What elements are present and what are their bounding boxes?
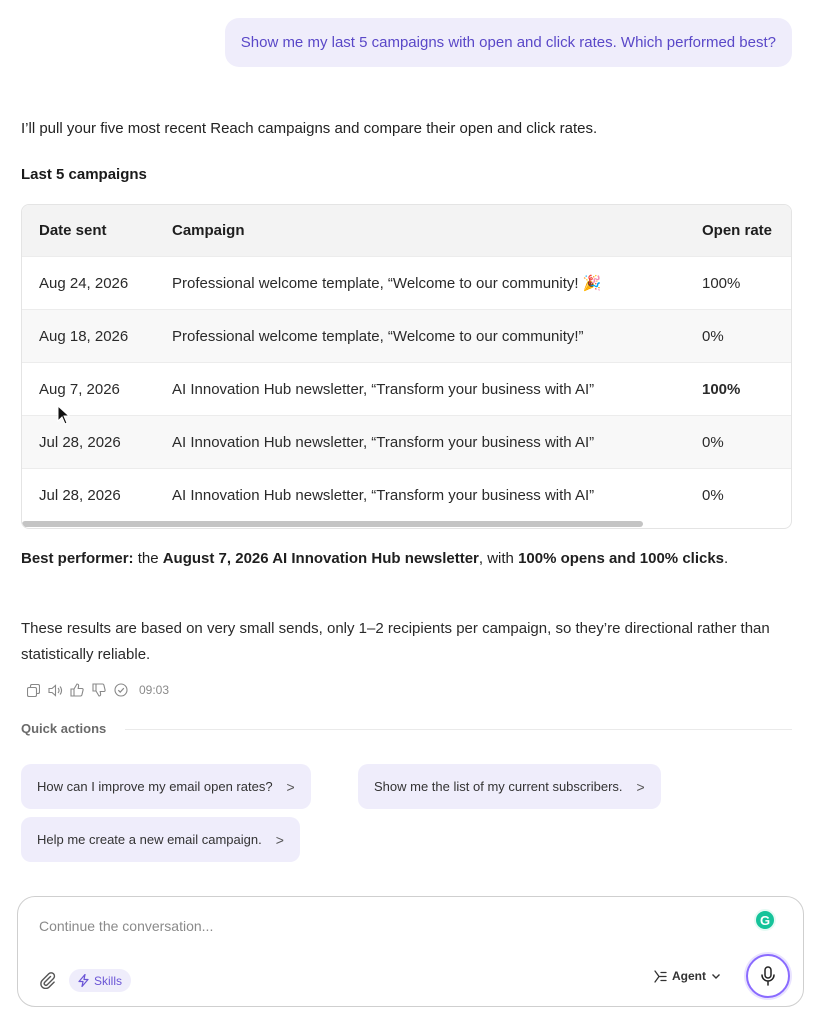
microphone-button[interactable] <box>746 954 790 998</box>
table-header-row <box>22 205 792 257</box>
user-message-bubble <box>225 18 792 67</box>
table-row <box>22 257 792 310</box>
message-action-bar <box>25 682 169 698</box>
campaigns-table <box>21 204 792 529</box>
thumbs-up-icon[interactable] <box>69 682 85 698</box>
agent-mode-selector[interactable] <box>653 969 721 983</box>
quick-action-chip[interactable] <box>21 817 300 862</box>
speaker-icon[interactable] <box>47 682 63 698</box>
cell-date: Jul 28, 2026 <box>39 433 121 451</box>
table-row <box>22 469 792 521</box>
best-performer-text <box>21 546 791 572</box>
quick-actions-divider <box>125 729 792 730</box>
best-text-1: the <box>133 550 163 567</box>
quick-action-chip[interactable] <box>358 764 661 809</box>
cell-open-rate: 100% <box>702 274 741 292</box>
table-row <box>22 363 792 416</box>
cell-campaign: AI Innovation Hub newsletter, “Transform your business with AI” <box>172 433 595 451</box>
best-stat: 100% opens and 100% clicks <box>518 550 725 567</box>
cell-open-rate: 100% <box>702 380 741 398</box>
best-text-3: . <box>724 550 729 567</box>
table-horizontal-scrollbar[interactable] <box>22 521 643 527</box>
cell-campaign: Professional welcome template, “Welcome to our community! 🎉 <box>172 275 602 292</box>
cell-campaign: Professional welcome template, “Welcome to our community!” <box>172 327 584 345</box>
quick-action-label: Help me create a new email campaign. <box>37 832 262 847</box>
best-text-2: , with <box>478 550 519 567</box>
agent-label: Agent <box>672 969 706 983</box>
check-circle-icon[interactable] <box>113 682 129 698</box>
header-campaign: Campaign <box>172 222 245 239</box>
table-row <box>22 310 792 363</box>
paperclip-icon[interactable] <box>38 971 56 989</box>
message-composer[interactable] <box>17 896 804 1007</box>
composer-placeholder[interactable]: Continue the conversation... <box>39 918 214 934</box>
thumbs-down-icon[interactable] <box>91 682 107 698</box>
chevron-right-icon: > <box>636 778 645 795</box>
cell-open-rate: 0% <box>702 433 724 451</box>
message-timestamp: 09:03 <box>139 683 170 697</box>
skills-button[interactable] <box>69 969 131 992</box>
quick-action-chip[interactable] <box>21 764 311 809</box>
user-message-text: Show me my last 5 campaigns with open and click rates. Which performed best? <box>240 34 776 51</box>
quick-action-label: Show me the list of my current subscribers. <box>374 779 623 794</box>
best-campaign-name: August 7, 2026 AI Innovation Hub newsletter <box>162 550 479 567</box>
chevron-right-icon: > <box>286 778 295 795</box>
skills-label: Skills <box>94 973 123 988</box>
chevron-right-icon: > <box>275 831 284 848</box>
header-date-sent: Date sent <box>39 222 107 239</box>
cell-date: Aug 18, 2026 <box>39 327 129 345</box>
quick-actions-label: Quick actions <box>21 721 107 736</box>
chevron-down-icon <box>711 973 721 980</box>
lightning-icon <box>78 974 89 987</box>
quick-action-label: How can I improve my email open rates? <box>37 779 273 794</box>
header-open-rate: Open rate <box>702 222 773 239</box>
copy-icon[interactable] <box>25 682 41 698</box>
section-title: Last 5 campaigns <box>21 166 147 183</box>
grammarly-icon[interactable]: G <box>754 909 776 931</box>
cell-campaign: AI Innovation Hub newsletter, “Transform your business with AI” <box>172 486 595 504</box>
cell-date: Jul 28, 2026 <box>39 486 121 504</box>
cell-open-rate: 0% <box>702 486 724 504</box>
microphone-icon <box>760 966 776 986</box>
cell-date: Aug 24, 2026 <box>39 274 129 292</box>
best-label: Best performer: <box>21 550 134 567</box>
cell-date: Aug 7, 2026 <box>39 380 120 398</box>
reliability-note: These results are based on very small sends, only 1–2 recipients per campaign, so they’re directional rather than statistically reliable. <box>21 620 770 663</box>
cell-open-rate: 0% <box>702 327 724 345</box>
table-row <box>22 416 792 469</box>
assistant-intro: I’ll pull your five most recent Reach campaigns and compare their open and click rates. <box>21 120 598 137</box>
agent-sparkle-icon <box>653 970 667 983</box>
mouse-pointer-icon <box>57 405 71 425</box>
cell-campaign: AI Innovation Hub newsletter, “Transform your business with AI” <box>172 380 595 398</box>
